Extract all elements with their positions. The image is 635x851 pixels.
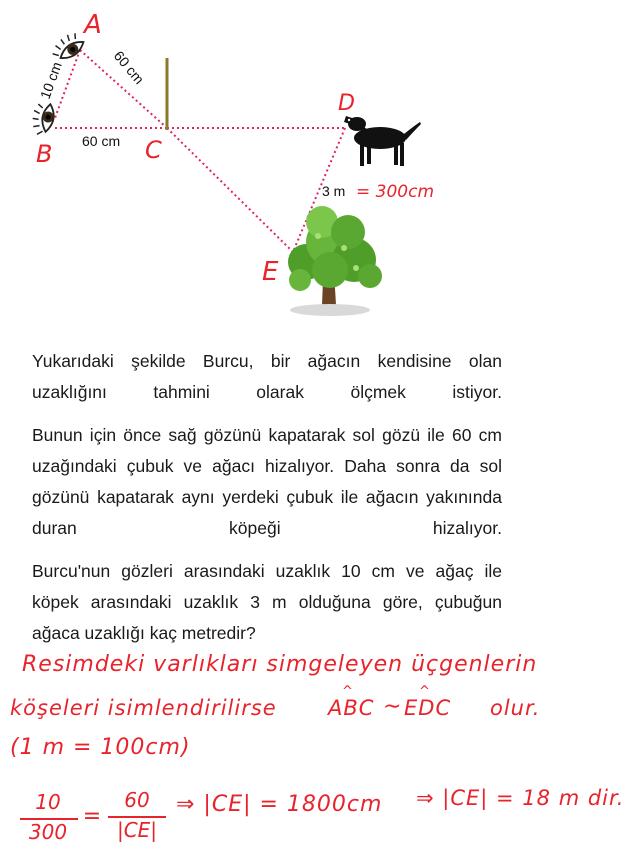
eye-icon-b: [30, 102, 56, 137]
label-ac: 60 cm: [110, 47, 148, 88]
label-bc: 60 cm: [82, 133, 121, 149]
point-label-d: D: [338, 91, 355, 116]
line-ab: [55, 50, 80, 118]
label-de-handwritten: = 300cm: [356, 182, 435, 202]
unit-conversion: (1 m = 100cm): [10, 735, 191, 760]
line-ce: [167, 128, 293, 252]
dog-icon: [344, 116, 421, 166]
solution-line-1: Resimdeki varlıkları simgeleyen üçgenlerin: [22, 652, 538, 677]
result-step-2: ⇒ |CE| = 18 m dir.: [416, 786, 625, 810]
eye-icon-a: [49, 30, 87, 65]
result-step-1: ⇒ |CE| = 1800cm: [176, 792, 383, 817]
label-ab: 10 cm: [36, 59, 65, 102]
triangle-edc-label: EDC: [404, 696, 452, 720]
triangle-abc: ^ ABC: [328, 684, 375, 720]
fraction-1-numerator: 10: [35, 790, 61, 814]
point-label-b: B: [36, 140, 53, 168]
triangle-figure: [0, 0, 635, 330]
fraction-1-denominator: 300: [28, 820, 68, 844]
solution-line-2-start: köşeleri isimlendirilirse: [10, 696, 277, 720]
fraction-2-numerator: 60: [124, 788, 150, 812]
triangle-edc: ^ EDC: [404, 684, 452, 720]
point-label-e: E: [262, 257, 279, 287]
tree-icon: [288, 206, 382, 316]
point-label-a: A: [84, 10, 102, 40]
triangle-abc-label: ABC: [328, 696, 375, 720]
problem-paragraph-1: Yukarıdaki şekilde Burcu, bir ağacın kendisine olan uzaklığını tahmini olarak ölçmek istiyor.: [32, 351, 502, 402]
problem-paragraph-2: Bunun için önce sağ gözünü kapatarak sol gözü ile 60 cm uzağındaki çubuk ve ağacı hizalıyor. Daha sonra da sol gözünü kapatarak aynı yerdeki çubuk ile ağacın yakınında duran köpeği hizalıyor.: [32, 425, 502, 538]
fraction-2-denominator: |CE|: [116, 818, 158, 842]
label-de: 3 m: [322, 183, 346, 199]
point-label-c: C: [145, 136, 162, 164]
equals-sign: =: [82, 804, 102, 829]
similar-symbol: ∼: [383, 694, 403, 719]
problem-paragraph-3: Burcu'nun gözleri arasındaki uzaklık 10 cm ve ağaç ile köpek arasındaki uzaklık 3 m olduğuna göre, çubuğun ağaca uzaklığı kaç metredir?: [32, 561, 502, 643]
solution-line-2-end: olur.: [490, 696, 541, 720]
